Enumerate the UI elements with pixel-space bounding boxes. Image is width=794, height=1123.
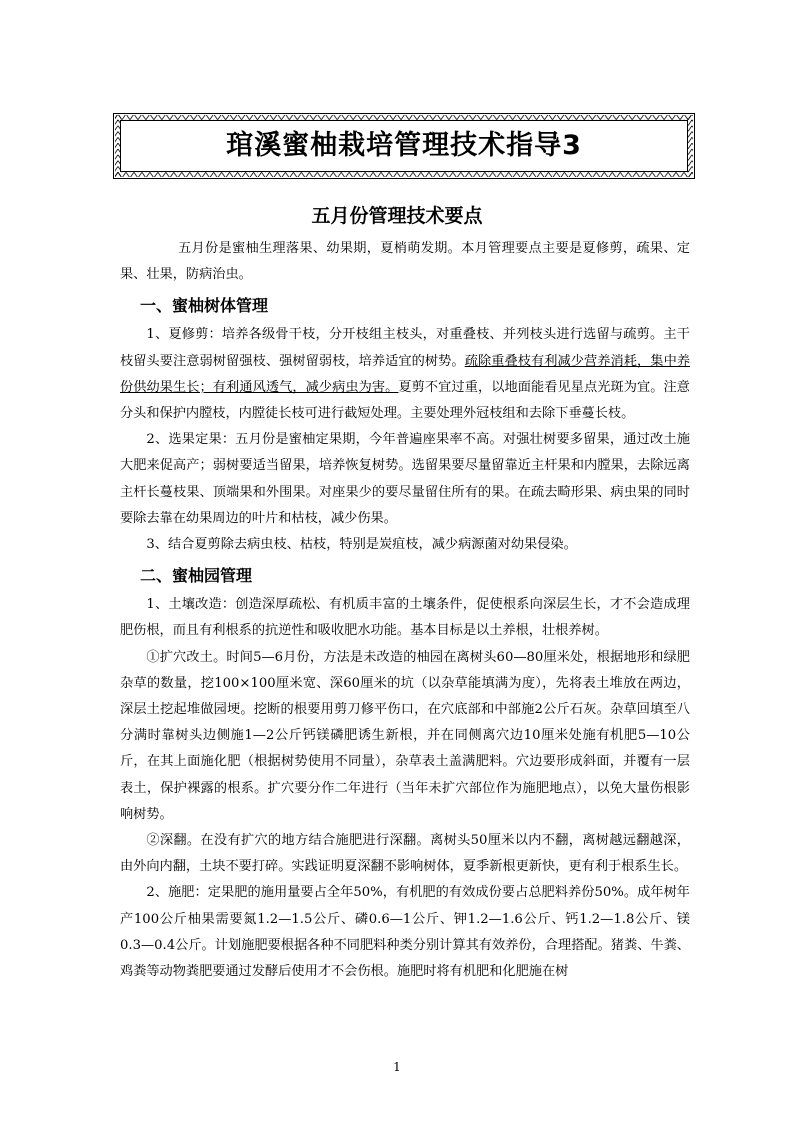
section-heading-orchard: 二、蜜柚园管理	[140, 566, 253, 586]
intro-paragraph: 五月份是蜜柚生理落果、幼果期，夏梢萌发期。本月管理要点主要是夏修剪，疏果、定果、壮果，防病治虫。	[120, 241, 690, 283]
paragraph-expand-hole: ①扩穴改土。时间5—6月份，方法是未改造的柚园在离树头60—80厘米处，根据地形和绿肥杂草的数量，挖100×100厘米宽、深60厘米的坑（以杂草能填满为度），先将表土堆放在两边，深层土挖起堆做园埂。挖断的根要用剪刀修平伤口，在穴底部和中部施2公斤石灰。杂草回填至八分满时靠树头边侧施1—2公斤钙镁磷肥诱生新根，并在同侧离穴边10厘米处施有机肥5—10公斤，在其上面施化肥（根据树势使用不同量），杂草表土盖满肥料。穴边要形成斜面，并覆有一层表土，保护裸露的根系。扩穴要分作二年进行（当年未扩穴部位作为施肥地点），以免大量伤根影响树势。	[120, 649, 690, 822]
section-heading-tree: 一、蜜柚树体管理	[140, 296, 269, 316]
paragraph-summer-pruning	[120, 322, 690, 427]
pruning-text-end: 夏剪不宜过重，以地面能看见星点光斑为宜。注意分头和保护内膛枝，内膛徒长枝可进行截短处理。主要处理外冠枝组和去除下垂蔓长枝。	[120, 379, 690, 422]
title-frame	[113, 113, 695, 179]
paragraph-soil-improvement: 1、土壤改造：创造深厚疏松、有机质丰富的土壤条件，促使根系向深层生长，才不会造成理肥伤根，而且有利根系的抗逆性和吸收肥水功能。基本目标是以土养根，壮根养树。	[120, 597, 690, 639]
pruning-text-start: 1、夏修剪：培养各级骨干枝，分开枝组主枝头，对重叠枝、并列枝头进行选留与疏剪。主干枝留头要注意弱树留强枝、强树留弱枝，培养适宜的树势。	[120, 327, 690, 369]
document-body	[120, 236, 690, 985]
paragraph-fruit-selection: 2、选果定果：五月份是蜜柚定果期，今年普遍座果率不高。对强壮树要多留果，通过改土施大肥来促高产；弱树要适当留果，培养恢复树势。选留果要尽量留靠近主杆果和内膛果，去除远离主杆长蔓枝果、顶端果和外围果。对座果少的要尽量留住所有的果。在疏去畸形果、病虫果的同时要除去靠在幼果周边的叶片和枯枝，减少伤果。	[120, 432, 690, 526]
paragraph-disease-pruning: 3、结合夏剪除去病虫枝、枯枝，特别是炭疽枝，减少病源菌对幼果侵染。	[146, 537, 577, 553]
page-number: 1	[393, 1060, 401, 1074]
paragraph-fertilization: 2、施肥：定果肥的施用量要占全年50%，有机肥的有效成份要占总肥料养份50%。成年树年产100公斤柚果需要氮1.2—1.5公斤、磷0.6—1公斤、钾1.2—1.6公斤、钙1.2—1.8公斤、镁0.3—0.4公斤。计划施肥要根据各种不同肥料种类分别计算其有效养份，合理搭配。猪粪、牛粪、鸡粪等动物粪肥要通过发酵后使用才不会伤根。施肥时将有机肥和化肥施在树	[120, 885, 690, 980]
paragraph-deep-plowing: ②深翻。在没有扩穴的地方结合施肥进行深翻。离树头50厘米以内不翻，离树越远翻越深，由外向内翻，土块不要打碎。实践证明夏深翻不影响树体，夏季新根更新快，更有利于根系生长。	[120, 833, 690, 875]
section-subtitle: 五月份管理技术要点	[311, 205, 483, 227]
document-title: 琯溪蜜柚栽培管理技术指导3	[226, 130, 582, 161]
pruning-underlined-text: 疏除重叠枝有利减少营养消耗，集中养份供幼果生长；有利通风透气，减少病虫为害。	[120, 353, 691, 395]
